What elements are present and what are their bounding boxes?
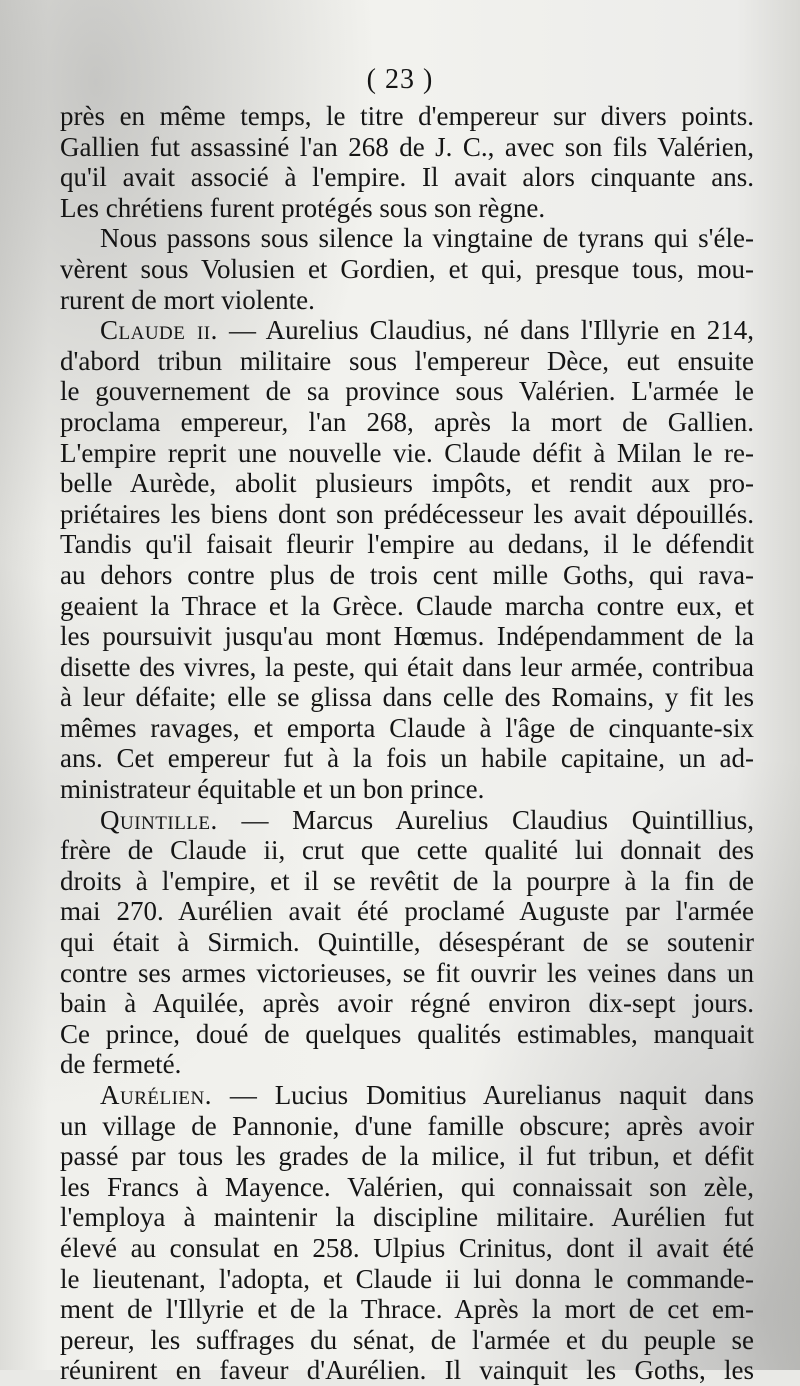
line-text: bain à Aquilée, après avoir régné environ dix-sept jours.	[60, 988, 754, 1019]
line-text: passé par tous les grades de la milice, il fut tribun, et défit	[60, 1141, 754, 1172]
text-line	[60, 774, 754, 805]
text-line	[60, 285, 754, 316]
text-line	[60, 468, 754, 499]
line-text: — Aurelius Claudius, né dans l'Illyrie en 214,	[217, 315, 754, 346]
text-line	[60, 621, 754, 652]
line-text: mêmes ravages, et emporta Claude à l'âge de cinquante-six	[60, 712, 754, 743]
text-line	[60, 713, 754, 744]
text-line	[60, 193, 754, 224]
text-line	[60, 958, 754, 989]
line-text: Gallien fut assassiné l'an 268 de J. C., avec son fils Valérien,	[60, 131, 754, 162]
text-line	[60, 682, 754, 713]
line-text: priétaires les biens dont son prédécesseur les avait dépouillés.	[60, 498, 754, 529]
text-line	[60, 254, 754, 285]
text-line	[60, 1355, 754, 1386]
text-line	[60, 101, 754, 132]
text-line	[60, 223, 754, 254]
text-line	[60, 529, 754, 560]
line-text: — Lucius Domitius Aurelianus naquit dans	[212, 1080, 754, 1110]
text-line	[60, 835, 754, 866]
text-line	[60, 988, 754, 1019]
line-text: Les chrétiens furent protégés sous son règne.	[60, 192, 546, 223]
section-heading: Aurélien.	[100, 1080, 213, 1110]
line-text: contre ses armes victorieuses, se fit ouvrir les veines dans un	[60, 957, 754, 988]
line-text: élevé au consulat en 258. Ulpius Crinitus, dont il avait été	[60, 1232, 754, 1263]
line-text: les poursuivit jusqu'au mont Hœmus. Indépendamment de la	[60, 621, 754, 652]
line-text: geaient la Thrace et la Grèce. Claude marcha contre eux, et	[60, 590, 754, 621]
line-text: Nous passons sous silence la vingtaine de tyrans qui s'éle-	[100, 223, 754, 254]
text-line	[60, 438, 754, 469]
text-line	[60, 1294, 754, 1325]
section-heading: Quintille.	[100, 804, 218, 835]
text-line	[60, 805, 754, 836]
text-line	[60, 591, 754, 622]
text-line	[60, 652, 754, 683]
text-line	[60, 1202, 754, 1233]
line-text: pereur, les suffrages du sénat, de l'armée et du peuple se	[60, 1324, 754, 1355]
line-text: qui était à Sirmich. Quintille, désespérant de se soutenir	[60, 927, 754, 958]
text-line	[60, 927, 754, 958]
text-line	[60, 376, 754, 407]
text-line	[60, 1264, 754, 1295]
line-text: ans. Cet empereur fut à la fois un habile capitaine, un ad-	[60, 743, 754, 774]
line-text: Ce prince, doué de quelques qualités estimables, manquait	[60, 1018, 754, 1049]
line-text: qu'il avait associé à l'empire. Il avait alors cinquante ans.	[60, 162, 754, 193]
page-number: ( 23 )	[366, 64, 434, 95]
line-text: — Marcus Aurelius Claudius Quintillius,	[217, 804, 754, 835]
line-text: de fermeté.	[60, 1049, 182, 1080]
line-text: au dehors contre plus de trois cent mille Goths, qui rava-	[60, 559, 754, 590]
line-text: réunirent en faveur d'Aurélien. Il vainquit les Goths, les	[60, 1355, 754, 1386]
text-line	[60, 346, 754, 377]
text-line	[60, 896, 754, 927]
line-text: le lieutenant, l'adopta, et Claude ii lui donna le commande-	[60, 1263, 754, 1294]
text-line	[60, 162, 754, 193]
text-line	[60, 315, 754, 346]
line-text: à leur défaite; elle se glissa dans celle des Romains, y fit les	[60, 682, 754, 713]
line-text: L'empire reprit une nouvelle vie. Claude défit à Milan le re-	[60, 437, 754, 468]
text-line	[60, 560, 754, 591]
line-text: près en même temps, le titre d'empereur sur divers points.	[60, 101, 754, 131]
line-text: Tandis qu'il faisait fleurir l'empire au dedans, il le défendit	[60, 529, 754, 560]
line-text: droits à l'empire, et il se revêtit de la pourpre à la fin de	[60, 865, 754, 896]
line-text: l'employa à maintenir la discipline militaire. Aurélien fut	[60, 1202, 754, 1233]
text-line	[60, 866, 754, 897]
text-line	[60, 1141, 754, 1172]
text-line	[60, 1049, 754, 1080]
line-text: frère de Claude ii, crut que cette qualité lui donnait des	[60, 835, 754, 866]
line-text: disette des vivres, la peste, qui était dans leur armée, contribua	[60, 651, 754, 682]
line-text: proclama empereur, l'an 268, après la mort de Gallien.	[60, 406, 754, 437]
section-heading: Claude ii.	[100, 315, 218, 346]
line-text: vèrent sous Volusien et Gordien, et qui, presque tous, mou-	[60, 253, 754, 284]
text-line	[60, 407, 754, 438]
line-text: belle Aurède, abolit plusieurs impôts, et rendit aux pro-	[60, 468, 754, 499]
line-text: ment de l'Illyrie et de la Thrace. Après la mort de cet em-	[60, 1294, 754, 1325]
line-text: un village de Pannonie, d'une famille obscure; après avoir	[60, 1110, 754, 1141]
text-line	[60, 499, 754, 530]
text-line	[60, 743, 754, 774]
line-text: mai 270. Aurélien avait été proclamé Auguste par l'armée	[60, 896, 754, 927]
text-line	[60, 1325, 754, 1356]
body-text	[60, 101, 754, 1386]
line-text: rurent de mort violente.	[60, 284, 315, 315]
text-line	[60, 132, 754, 163]
line-text: ministrateur équitable et un bon prince.	[60, 774, 485, 805]
text-line	[60, 1111, 754, 1142]
text-line	[60, 1080, 754, 1111]
text-line	[60, 1233, 754, 1264]
line-text: d'abord tribun militaire sous l'empereur Dèce, eut ensuite	[60, 345, 754, 376]
line-text: les Francs à Mayence. Valérien, qui connaissait son zèle,	[60, 1171, 754, 1202]
line-text: le gouvernement de sa province sous Valérien. L'armée le	[60, 376, 754, 407]
text-line	[60, 1019, 754, 1050]
text-line	[60, 1172, 754, 1203]
